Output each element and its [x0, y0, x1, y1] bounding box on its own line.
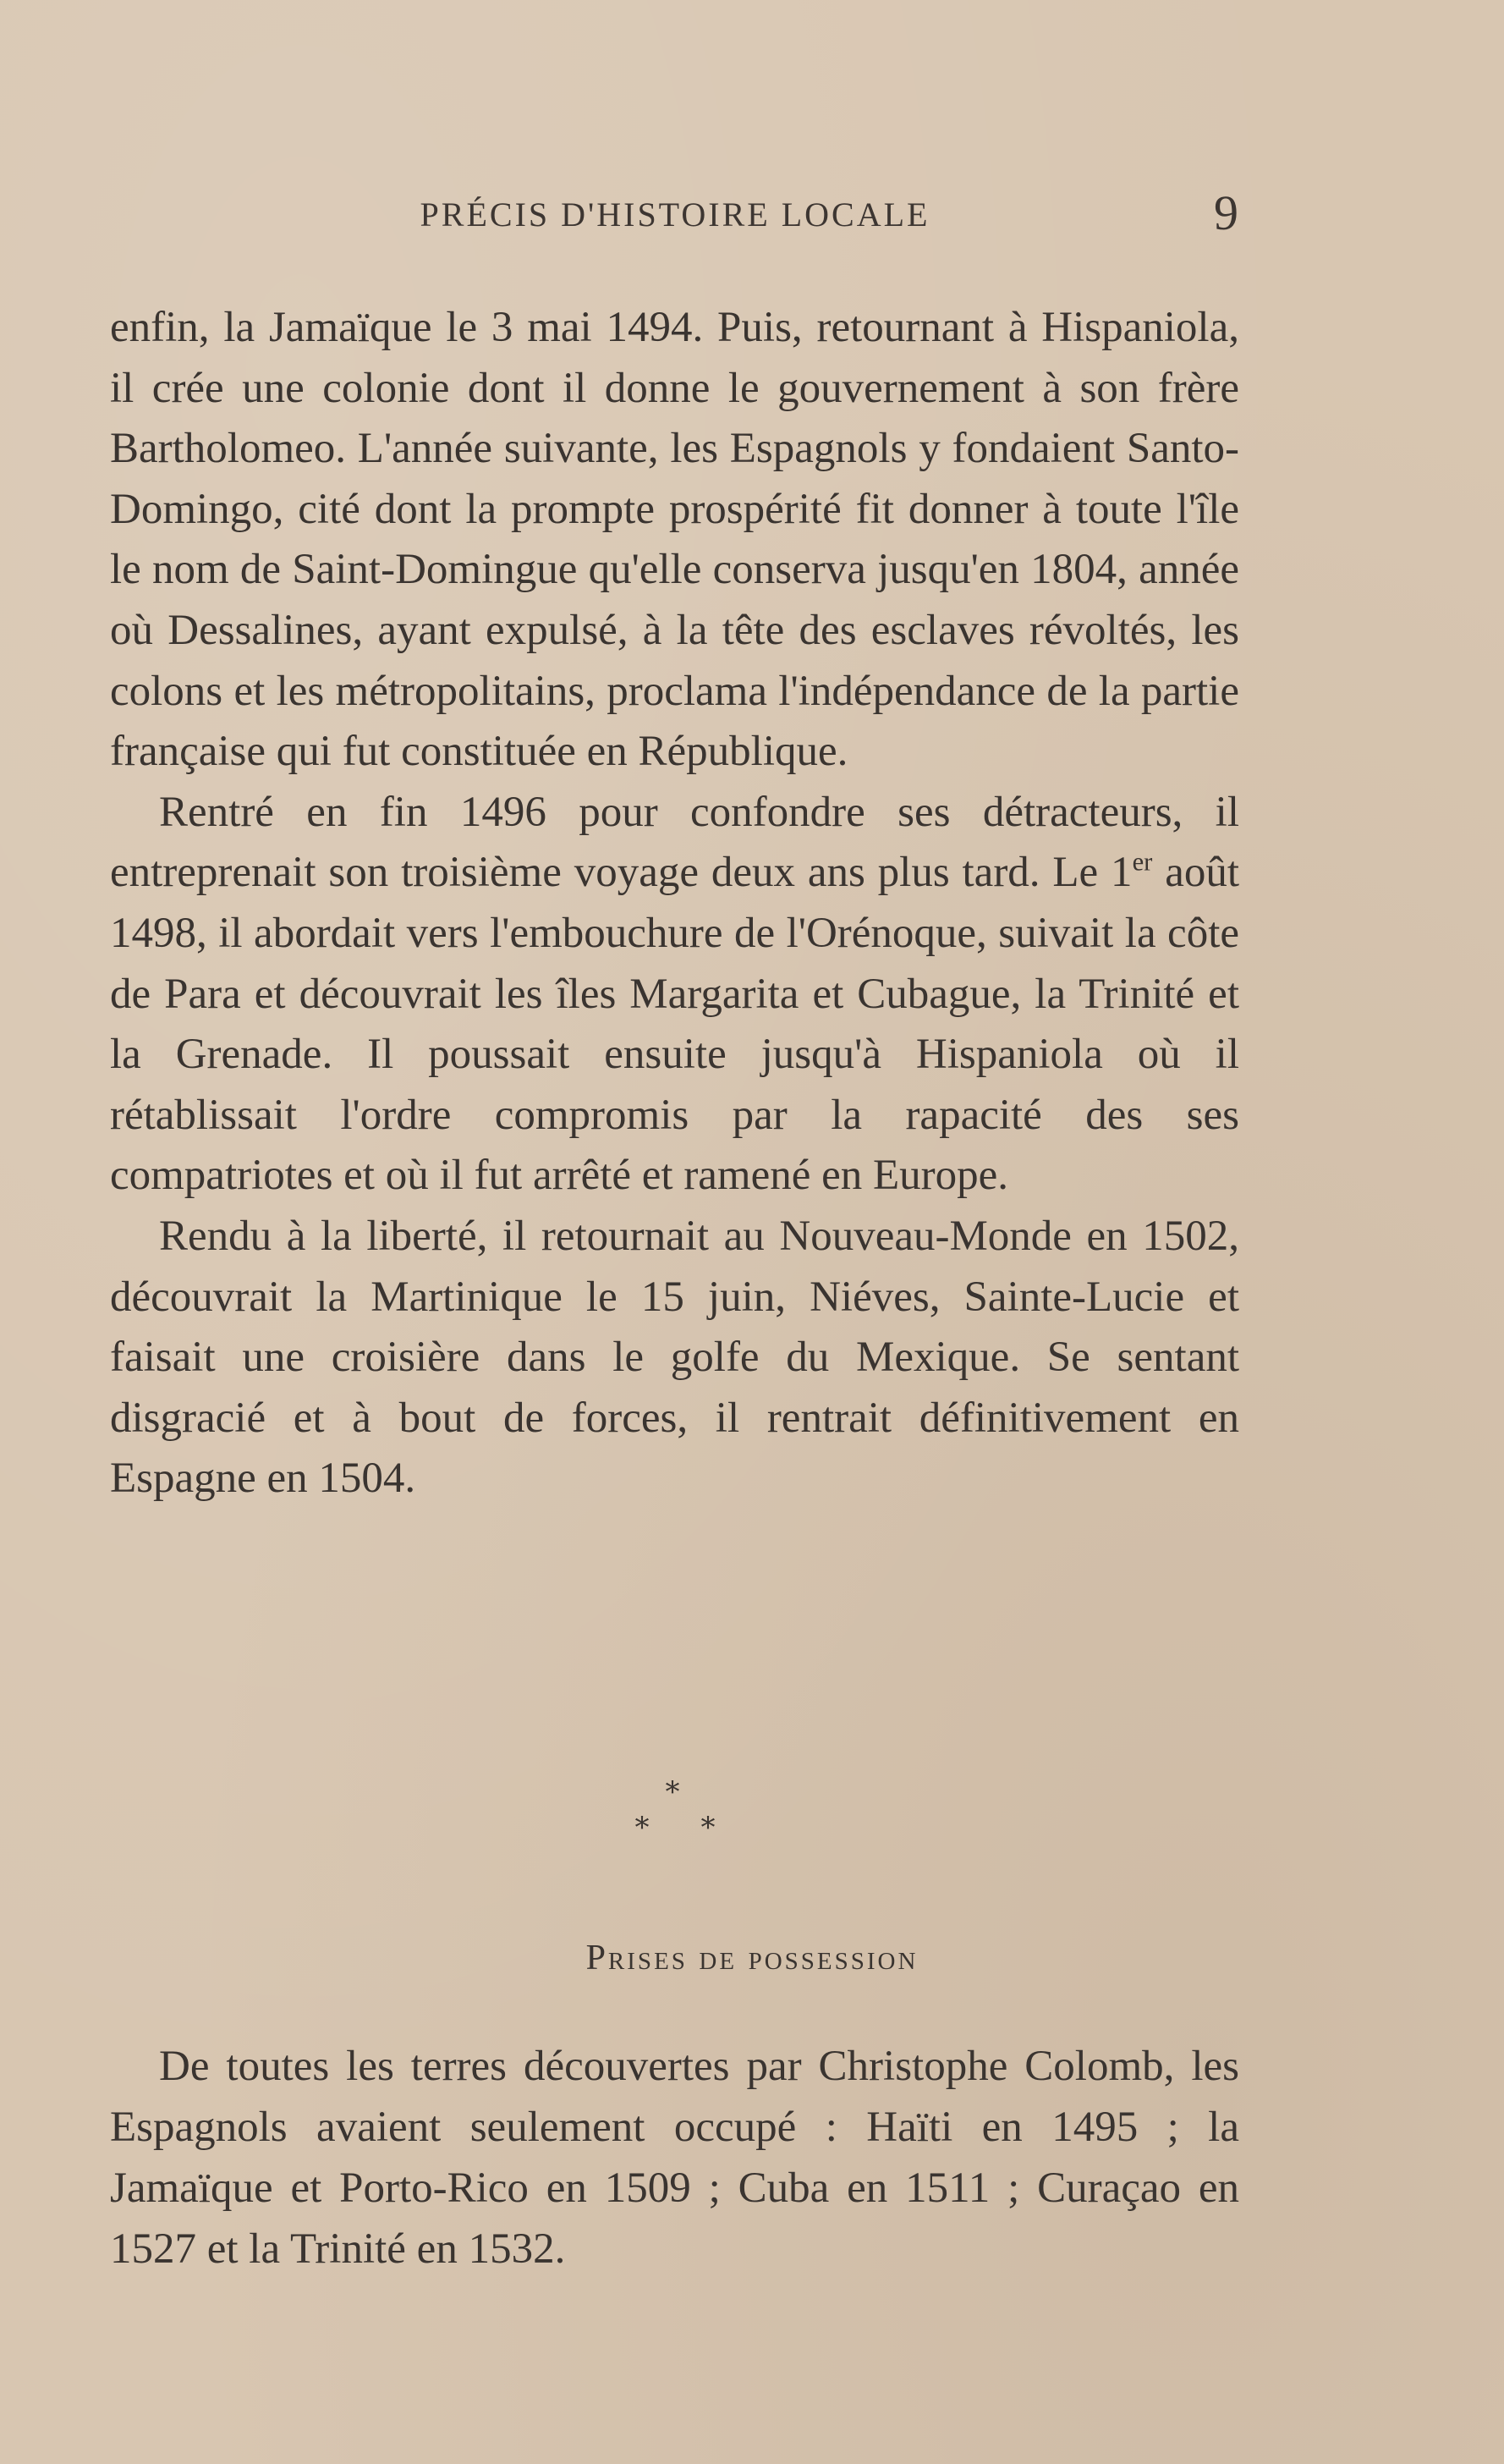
running-title: PRÉCIS D'HISTOIRE LOCALE — [420, 195, 930, 234]
paragraph-2-part-2: août 1498, il abordait vers l'embouchure de l'Orénoque, suivait la côte de Para et découvrait les îles Margarita et Cubague, la Trinité et la Grenade. Il poussait ensuite jusqu'à Hispaniola où il rétablissait l'ordre compromis par la rapacité des ses compatriotes et où il fut arrêté et ramené en Europe. — [110, 849, 1240, 1200]
section-paragraph: De toutes les terres découvertes par Christophe Colomb, les Espagnols avaient seulement occupé : Haïti en 1495 ; la Jamaïque et Porto-Rico en 1509 ; Cuba en 1511 ; Curaçao en 1527 et la Trinité en 1532. — [110, 2043, 1239, 2273]
running-head — [112, 184, 1238, 244]
paragraph-2-part-1: Rentré en fin 1496 pour confondre ses détracteurs, il entreprenait son troisième voyage deux ans plus tard. Le 1 — [110, 788, 1239, 897]
section-text — [110, 2036, 1239, 2280]
paragraph-2 — [110, 783, 1239, 1207]
asterism-star-right: * — [700, 1811, 716, 1845]
paragraph-1: enfin, la Jamaïque le 3 mai 1494. Puis, retournant à Hispaniola, il crée une colonie dont il donne le gouvernement à son frère Bartholomeo. L'année suivante, les Espagnols y fondaient Santo-Domingo, cité dont la prompte prospérité fit donner à toute l'île le nom de Saint-Domingue qu'elle conserva jusqu'en 1804, année où Dessalines, ayant expulsé, à la tête des esclaves révoltés, les colons et les métropolitains, proclama l'indépendance de la partie française qui fut constituée en République. — [110, 304, 1239, 776]
ordinal-superscript: er — [1132, 847, 1153, 877]
asterism-star-left: * — [634, 1811, 650, 1845]
paragraph-3: Rendu à la liberté, il retournait au Nouveau-Monde en 1502, découvrait la Martinique le 15 juin, Niéves, Sainte-Lucie et faisait une croisière dans le golfe du Mexique. Se sentant disgracié et à bout de forces, il rentrait définitivement en Espagne en 1504. — [110, 1212, 1239, 1503]
asterism-star-top: * — [665, 1775, 680, 1809]
body-text — [110, 298, 1239, 1510]
section-heading: Prises de possession — [585, 1939, 919, 1977]
page-number: 9 — [1214, 185, 1238, 240]
asterism-separator — [0, 1775, 1504, 1868]
